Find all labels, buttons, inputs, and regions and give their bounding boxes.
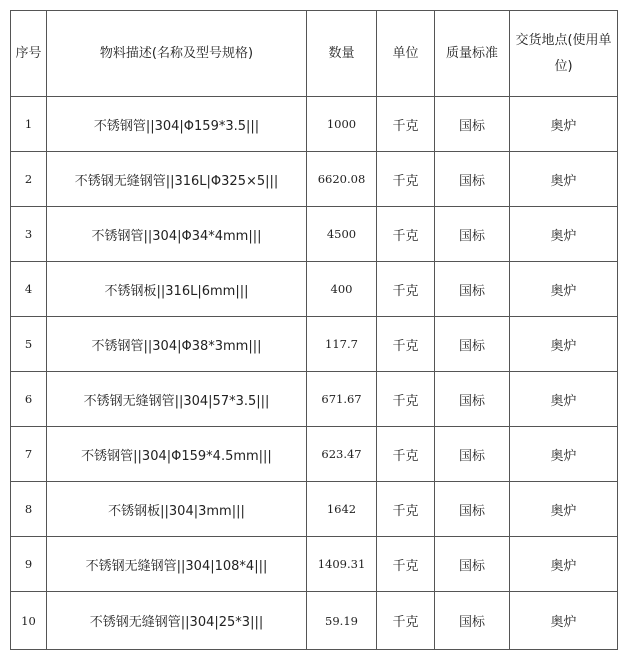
header-desc: 物料描述(名称及型号规格) bbox=[47, 11, 307, 97]
cell-unit: 千克 bbox=[377, 372, 435, 427]
cell-unit: 千克 bbox=[377, 152, 435, 207]
cell-desc: 不锈钢管||304|Φ38*3mm||| bbox=[47, 317, 307, 372]
cell-desc: 不锈钢管||304|Φ159*3.5||| bbox=[47, 97, 307, 152]
cell-qty: 59.19 bbox=[307, 592, 377, 650]
cell-delivery: 奥炉 bbox=[510, 482, 618, 537]
table-row bbox=[11, 427, 618, 482]
table-row bbox=[11, 482, 618, 537]
cell-qty: 6620.08 bbox=[307, 152, 377, 207]
header-delivery: 交货地点(使用单位) bbox=[510, 11, 618, 97]
cell-qty: 623.47 bbox=[307, 427, 377, 482]
cell-unit: 千克 bbox=[377, 97, 435, 152]
cell-qty: 671.67 bbox=[307, 372, 377, 427]
cell-desc: 不锈钢板||316L|6mm||| bbox=[47, 262, 307, 317]
cell-desc: 不锈钢无缝钢管||304|57*3.5||| bbox=[47, 372, 307, 427]
header-seq: 序号 bbox=[11, 11, 47, 97]
header-qty: 数量 bbox=[307, 11, 377, 97]
cell-standard: 国标 bbox=[435, 537, 510, 592]
cell-desc: 不锈钢无缝钢管||316L|Φ325×5||| bbox=[47, 152, 307, 207]
cell-desc: 不锈钢板||304|3mm||| bbox=[47, 482, 307, 537]
materials-table bbox=[10, 10, 618, 650]
cell-desc: 不锈钢管||304|Φ159*4.5mm||| bbox=[47, 427, 307, 482]
table-row bbox=[11, 152, 618, 207]
cell-standard: 国标 bbox=[435, 262, 510, 317]
cell-seq: 8 bbox=[11, 482, 47, 537]
cell-standard: 国标 bbox=[435, 427, 510, 482]
cell-seq: 3 bbox=[11, 207, 47, 262]
cell-desc: 不锈钢无缝钢管||304|25*3||| bbox=[47, 592, 307, 650]
cell-seq: 1 bbox=[11, 97, 47, 152]
table-row bbox=[11, 207, 618, 262]
cell-unit: 千克 bbox=[377, 262, 435, 317]
cell-unit: 千克 bbox=[377, 427, 435, 482]
cell-delivery: 奥炉 bbox=[510, 97, 618, 152]
cell-seq: 5 bbox=[11, 317, 47, 372]
table-row bbox=[11, 97, 618, 152]
cell-qty: 4500 bbox=[307, 207, 377, 262]
header-standard: 质量标准 bbox=[435, 11, 510, 97]
cell-delivery: 奥炉 bbox=[510, 537, 618, 592]
cell-standard: 国标 bbox=[435, 317, 510, 372]
cell-delivery: 奥炉 bbox=[510, 592, 618, 650]
cell-seq: 6 bbox=[11, 372, 47, 427]
cell-delivery: 奥炉 bbox=[510, 317, 618, 372]
cell-qty: 1000 bbox=[307, 97, 377, 152]
table-row bbox=[11, 262, 618, 317]
cell-delivery: 奥炉 bbox=[510, 152, 618, 207]
cell-seq: 2 bbox=[11, 152, 47, 207]
header-unit: 单位 bbox=[377, 11, 435, 97]
cell-standard: 国标 bbox=[435, 482, 510, 537]
cell-qty: 1642 bbox=[307, 482, 377, 537]
cell-unit: 千克 bbox=[377, 482, 435, 537]
cell-qty: 1409.31 bbox=[307, 537, 377, 592]
cell-delivery: 奥炉 bbox=[510, 262, 618, 317]
cell-qty: 117.7 bbox=[307, 317, 377, 372]
cell-standard: 国标 bbox=[435, 372, 510, 427]
cell-standard: 国标 bbox=[435, 152, 510, 207]
cell-standard: 国标 bbox=[435, 592, 510, 650]
cell-seq: 4 bbox=[11, 262, 47, 317]
cell-unit: 千克 bbox=[377, 317, 435, 372]
table-row bbox=[11, 592, 618, 650]
cell-seq: 9 bbox=[11, 537, 47, 592]
cell-delivery: 奥炉 bbox=[510, 207, 618, 262]
cell-unit: 千克 bbox=[377, 537, 435, 592]
table-row bbox=[11, 317, 618, 372]
cell-delivery: 奥炉 bbox=[510, 372, 618, 427]
cell-desc: 不锈钢无缝钢管||304|108*4||| bbox=[47, 537, 307, 592]
table-row bbox=[11, 372, 618, 427]
cell-seq: 10 bbox=[11, 592, 47, 650]
cell-unit: 千克 bbox=[377, 207, 435, 262]
cell-qty: 400 bbox=[307, 262, 377, 317]
table-header-row bbox=[11, 11, 618, 97]
cell-seq: 7 bbox=[11, 427, 47, 482]
table-row bbox=[11, 537, 618, 592]
cell-standard: 国标 bbox=[435, 207, 510, 262]
cell-desc: 不锈钢管||304|Φ34*4mm||| bbox=[47, 207, 307, 262]
cell-standard: 国标 bbox=[435, 97, 510, 152]
cell-delivery: 奥炉 bbox=[510, 427, 618, 482]
cell-unit: 千克 bbox=[377, 592, 435, 650]
